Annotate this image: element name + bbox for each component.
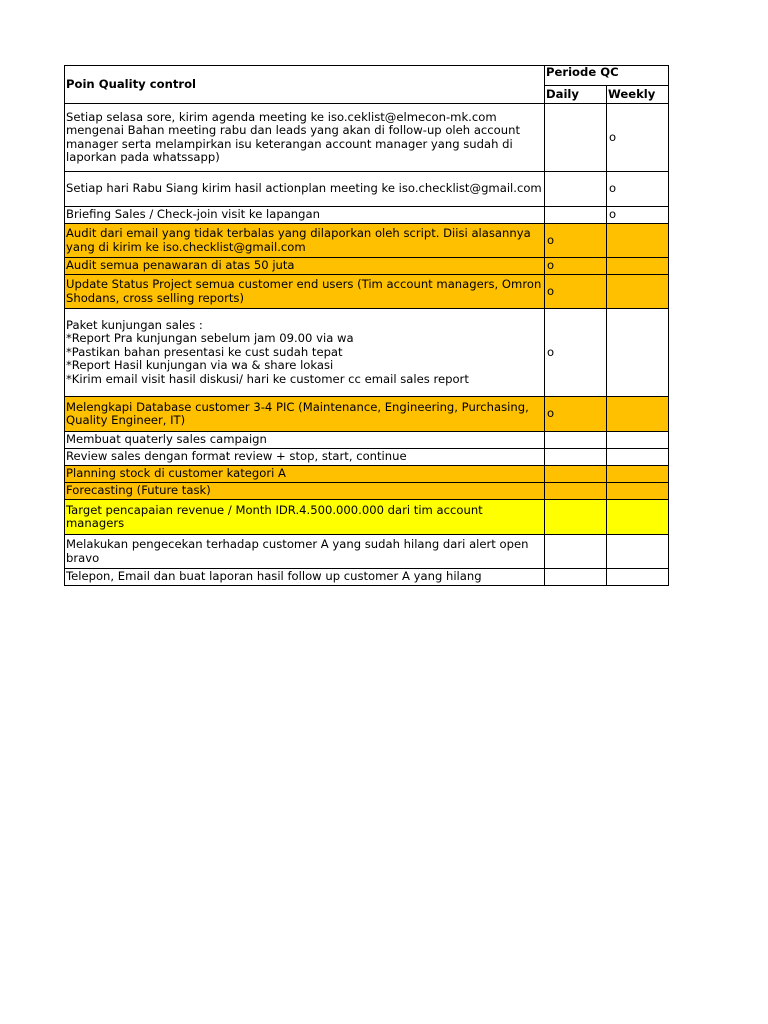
qc-point-cell: Membuat quaterly sales campaign xyxy=(65,432,545,449)
weekly-cell xyxy=(607,449,669,466)
table-row xyxy=(65,207,669,224)
qc-point-cell: Review sales dengan format review + stop, start, continue xyxy=(65,449,545,466)
header-row-top xyxy=(65,66,669,86)
qc-point-cell: Telepon, Email dan buat laporan hasil follow up customer A yang hilang xyxy=(65,569,545,586)
weekly-cell xyxy=(607,258,669,275)
daily-cell xyxy=(545,466,607,483)
qc-point-cell: Melengkapi Database customer 3-4 PIC (Maintenance, Engineering, Purchasing, Quality Engineer, IT) xyxy=(65,397,545,432)
qc-point-cell: Audit dari email yang tidak terbalas yang dilaporkan oleh script. Diisi alasannya yang di kirim ke iso.checklist@gmail.com xyxy=(65,224,545,258)
daily-cell xyxy=(545,207,607,224)
daily-cell: o xyxy=(545,397,607,432)
header-poin-quality-control: Poin Quality control xyxy=(65,66,545,104)
weekly-cell: o xyxy=(607,207,669,224)
daily-cell: o xyxy=(545,224,607,258)
table-row xyxy=(65,483,669,500)
qc-point-cell: Forecasting (Future task) xyxy=(65,483,545,500)
table-row xyxy=(65,224,669,258)
daily-cell: o xyxy=(545,309,607,397)
weekly-cell xyxy=(607,309,669,397)
qc-point-cell: Planning stock di customer kategori A xyxy=(65,466,545,483)
quality-control-table xyxy=(64,65,669,586)
table-row xyxy=(65,466,669,483)
table-row xyxy=(65,397,669,432)
header-daily: Daily xyxy=(545,85,607,104)
weekly-cell: o xyxy=(607,172,669,207)
weekly-cell xyxy=(607,432,669,449)
table-row xyxy=(65,258,669,275)
weekly-cell xyxy=(607,500,669,535)
weekly-cell xyxy=(607,397,669,432)
table-row xyxy=(65,535,669,569)
qc-rows xyxy=(65,104,669,586)
qc-point-cell: Setiap hari Rabu Siang kirim hasil actionplan meeting ke iso.checklist@gmail.com xyxy=(65,172,545,207)
table-row xyxy=(65,432,669,449)
weekly-cell xyxy=(607,483,669,500)
qc-point-cell: Paket kunjungan sales : *Report Pra kunjungan sebelum jam 09.00 via wa *Pastikan bahan presentasi ke cust sudah tepat *Report Hasil kunjungan via wa & share lokasi *Kirim email visit hasil diskusi/ hari ke customer cc email sales report xyxy=(65,309,545,397)
qc-point-cell: Briefing Sales / Check-join visit ke lapangan xyxy=(65,207,545,224)
daily-cell xyxy=(545,172,607,207)
table-row xyxy=(65,500,669,535)
table-row xyxy=(65,309,669,397)
weekly-cell xyxy=(607,569,669,586)
weekly-cell: o xyxy=(607,104,669,172)
daily-cell xyxy=(545,569,607,586)
table-row xyxy=(65,104,669,172)
qc-point-cell: Melakukan pengecekan terhadap customer A yang sudah hilang dari alert open bravo xyxy=(65,535,545,569)
qc-spreadsheet xyxy=(64,65,669,586)
daily-cell: o xyxy=(545,258,607,275)
table-row xyxy=(65,449,669,466)
qc-point-cell: Target pencapaian revenue / Month IDR.4.500.000.000 dari tim account managers xyxy=(65,500,545,535)
weekly-cell xyxy=(607,224,669,258)
daily-cell xyxy=(545,500,607,535)
header-periode-qc: Periode QC xyxy=(545,66,669,86)
table-row xyxy=(65,569,669,586)
header-weekly: Weekly xyxy=(607,85,669,104)
weekly-cell xyxy=(607,466,669,483)
table-body xyxy=(65,66,669,104)
qc-point-cell: Update Status Project semua customer end users (Tim account managers, Omron Shodans, cross selling reports) xyxy=(65,275,545,309)
daily-cell xyxy=(545,449,607,466)
weekly-cell xyxy=(607,535,669,569)
qc-point-cell: Setiap selasa sore, kirim agenda meeting ke iso.ceklist@elmecon-mk.com mengenai Bahan meeting rabu dan leads yang akan di follow-up oleh account manager serta melampirkan isu keterangan account manager yang sudah di laporkan pada whatssapp) xyxy=(65,104,545,172)
qc-point-cell: Audit semua penawaran di atas 50 juta xyxy=(65,258,545,275)
daily-cell xyxy=(545,535,607,569)
daily-cell xyxy=(545,483,607,500)
daily-cell: o xyxy=(545,275,607,309)
daily-cell xyxy=(545,104,607,172)
table-row xyxy=(65,172,669,207)
weekly-cell xyxy=(607,275,669,309)
table-row xyxy=(65,275,669,309)
daily-cell xyxy=(545,432,607,449)
